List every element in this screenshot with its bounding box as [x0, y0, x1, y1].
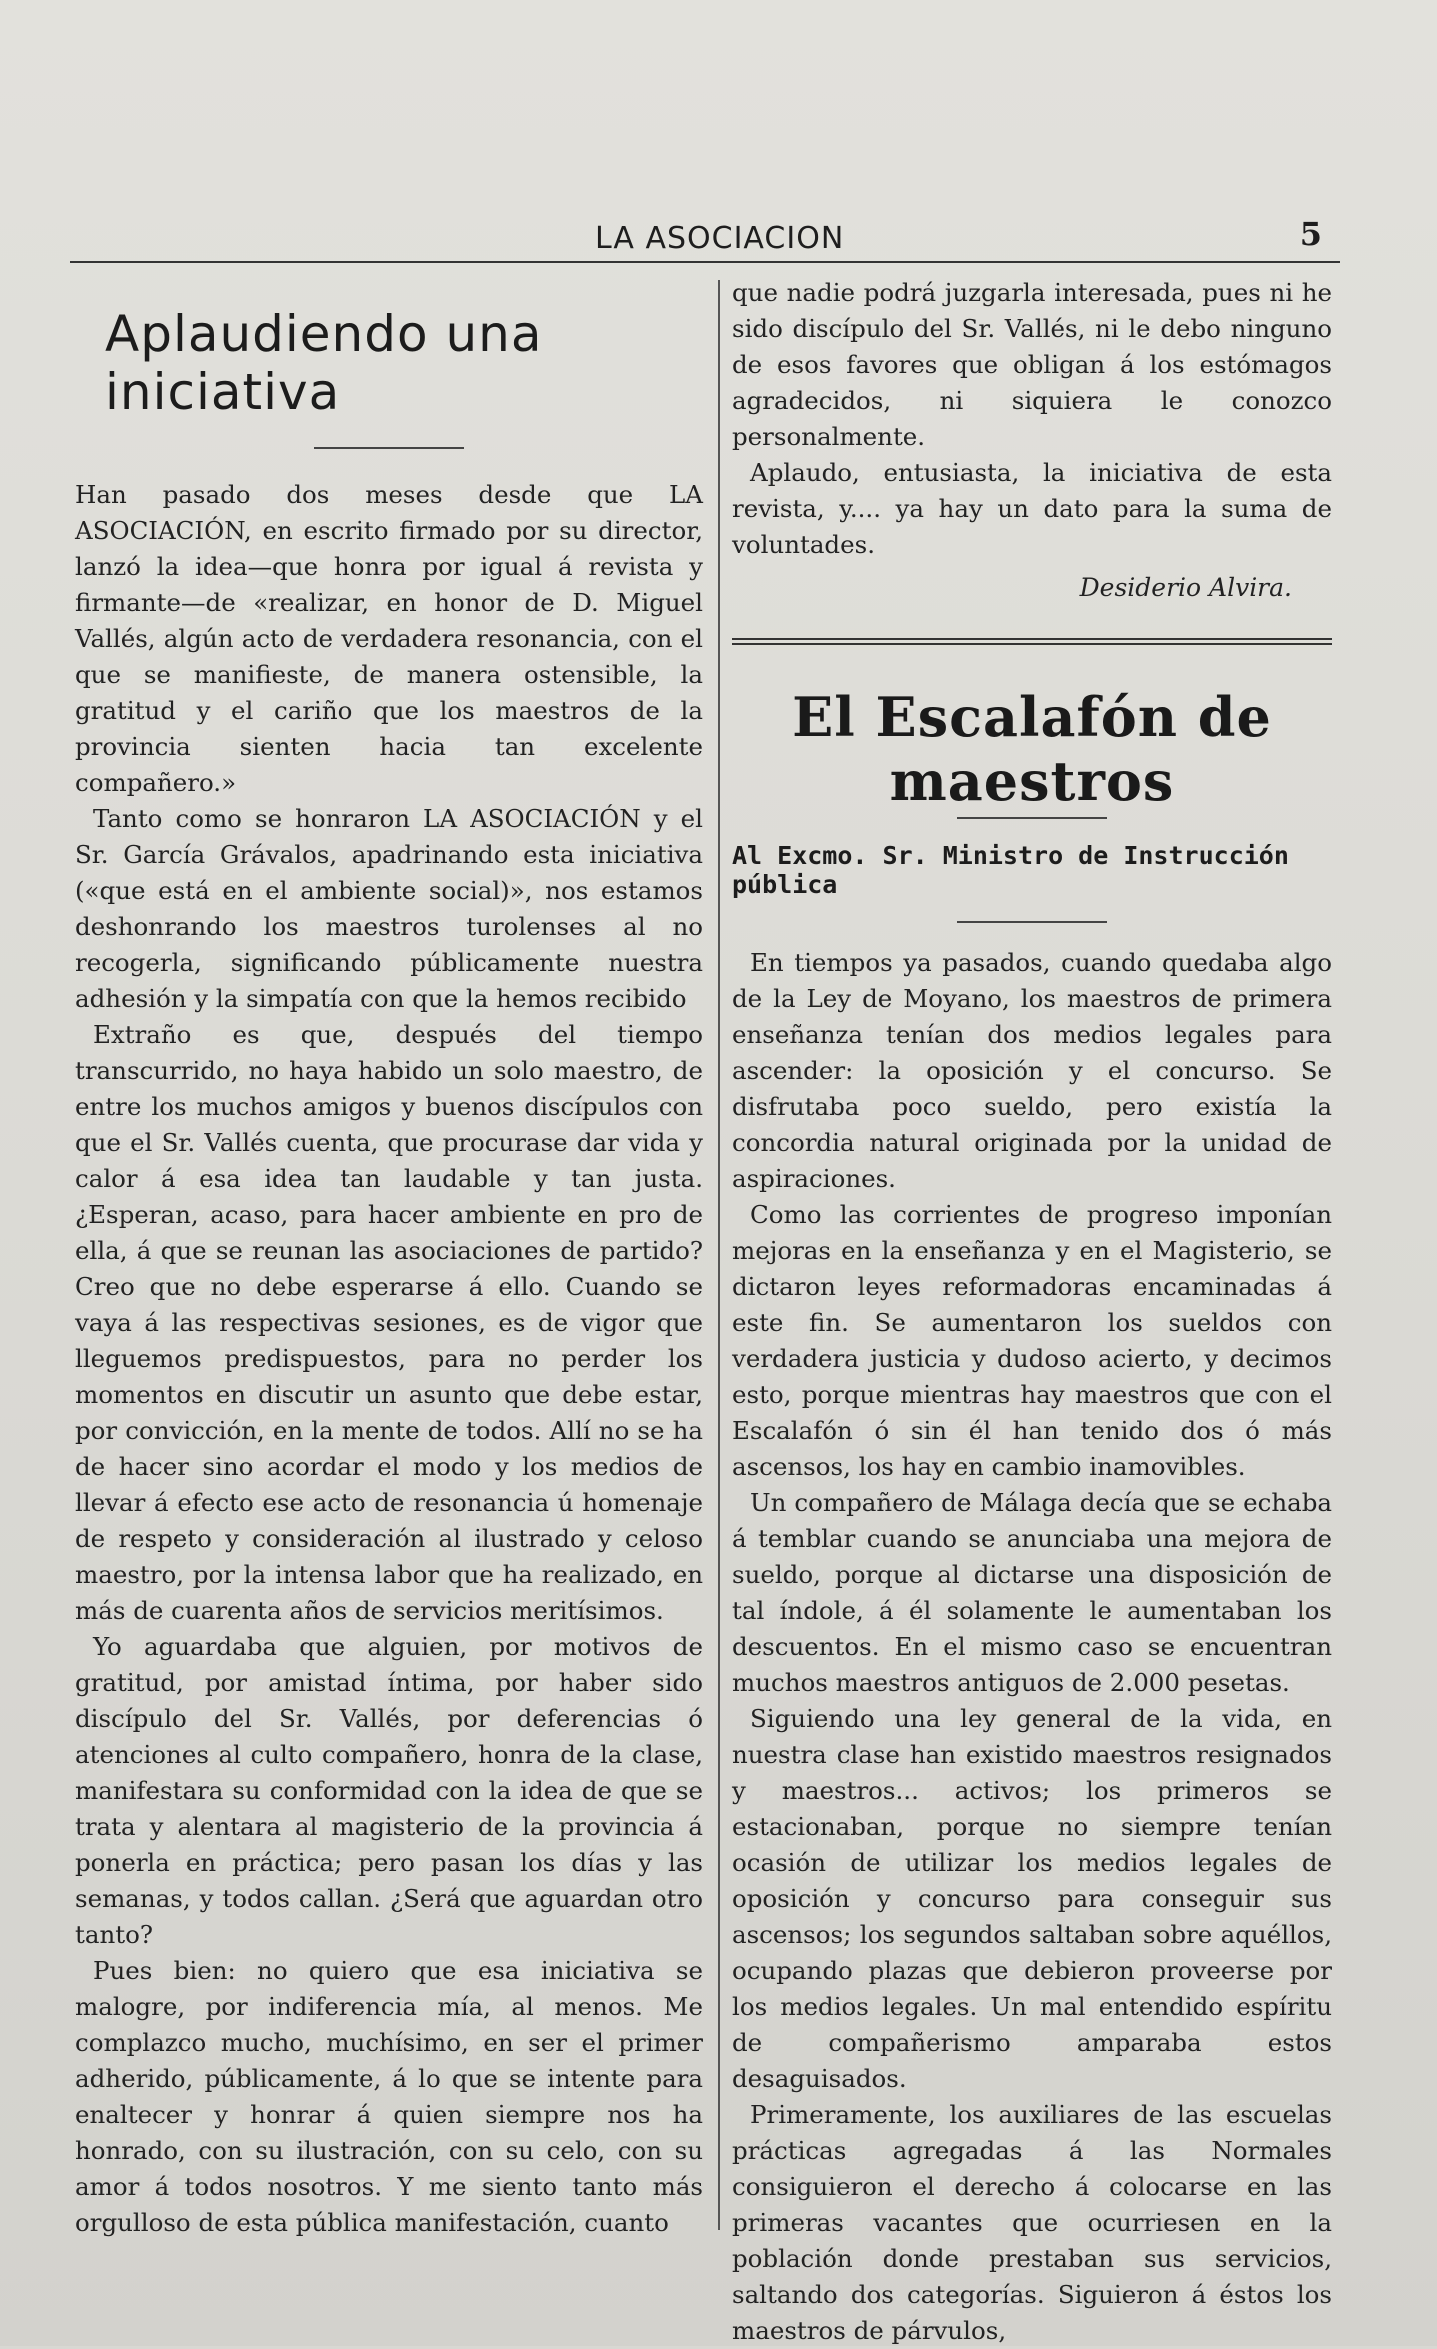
title-rule: [314, 447, 464, 449]
article-subtitle: Al Excmo. Sr. Ministro de Instrucción pública: [732, 841, 1289, 899]
article-paragraph: En tiempos ya pasados, cuando quedaba algo de la Ley de Moyano, los maestros de primera enseñanza tenían dos medios legales para ascender: la oposición y el concurso. Se disfrutaba poco sueldo, pero existía la concordia natural originada por la unidad de aspiraciones.: [732, 948, 1332, 1193]
column-divider: [718, 280, 720, 2230]
article-paragraph: Yo aguardaba que alguien, por motivos de gratitud, por amistad íntima, por haber sido discípulo del Sr. Vallés, por deferencias ó atenciones al culto compañero, honra de la clase, manifestara su conformidad con la idea de que se trata y alentara al magisterio de la provincia á ponerla en práctica; pero pasan los días y las semanas, y todos callan. ¿Será que aguardan otro tanto?: [75, 1632, 703, 1949]
section-divider: [732, 638, 1332, 645]
article-title: El Escalafón de maestros: [792, 685, 1272, 813]
article-paragraph: Siguiendo una ley general de la vida, en nuestra clase han existido maestros resignados y maestros... activos; los primeros se estacionaban, porque no siempre tenían ocasión de utilizar los medios legales de oposición y concurso para conseguir sus ascensos; los segundos saltaban sobre aquéllos, ocupando plazas que debieron proveerse por los medios legales. Un mal entendido espíritu de compañerismo amparaba estos desaguisados.: [732, 1704, 1332, 2093]
page-number: 5: [1299, 215, 1322, 253]
subtitle-rule: [957, 921, 1107, 923]
article-closing: Aplaudo, entusiasta, la iniciativa de esta revista, y.... ya hay un dato para la suma de voluntades.: [732, 458, 1332, 559]
publication-title: LA ASOCIACION: [595, 221, 845, 256]
right-column: [732, 275, 1332, 2349]
left-column: [75, 275, 703, 2241]
article-paragraph: Como las corrientes de progreso imponían mejoras en la enseñanza y en el Magisterio, se dictaron leyes reformadoras encaminadas á este fin. Se aumentaron los sueldos con verdadera justicia y dudoso acierto, y decimos esto, porque mientras hay maestros que con el Escalafón ó sin él han tenido dos ó más ascensos, los hay en cambio inamovibles.: [732, 1200, 1332, 1481]
title-rule: [957, 817, 1107, 819]
author-signature: Desiderio Alvira.: [1079, 573, 1292, 602]
article-paragraph: Primeramente, los auxiliares de las escuelas prácticas agregadas á las Normales consiguieron el derecho á colocarse en las primeras vacantes que ocurriesen en la población donde prestaban sus servicios, saltando dos categorías. Siguieron á éstos los maestros de párvulos,: [732, 2100, 1332, 2345]
page-header: [70, 215, 1340, 263]
article-continuation: que nadie podrá juzgarla interesada, pues ni he sido discípulo del Sr. Vallés, ni le debo ninguno de esos favores que obligan á los estómagos agradecidos, ni siquiera le conozco personalmente.: [732, 278, 1332, 451]
article-paragraph: Han pasado dos meses desde que LA ASOCIACIÓN, en escrito firmado por su director, lanzó la idea—que honra por igual á revista y firmante—de «realizar, en honor de D. Miguel Vallés, algún acto de verdadera resonancia, con el que se manifieste, de manera ostensible, la gratitud y el cariño que los maestros de la provincia sienten hacia tan excelente compañero.»: [75, 480, 703, 797]
article-paragraph: Pues bien: no quiero que esa iniciativa se malogre, por indiferencia mía, al menos. Me complazco mucho, muchísimo, en ser el primer adherido, públicamente, á lo que se intente para enaltecer y honrar á quien siempre nos ha honrado, con su ilustración, con su celo, con su amor á todos nosotros. Y me siento tanto más orgulloso de esta pública manifestación, cuanto: [75, 1956, 703, 2237]
article-paragraph: Tanto como se honraron LA ASOCIACIÓN y el Sr. García Grávalos, apadrinando esta iniciativa («que está en el ambiente social)», nos estamos deshonrando los maestros turolenses al no recogerla, significando públicamente nuestra adhesión y la simpatía con que la hemos recibido: [75, 804, 703, 1013]
article-title: Aplaudiendo una iniciativa: [105, 305, 543, 421]
article-paragraph: Un compañero de Málaga decía que se echaba á temblar cuando se anunciaba una mejora de sueldo, porque al dictarse una disposición de tal índole, á él solamente le aumentaban los descuentos. En el mismo caso se encuentran muchos maestros antiguos de 2.000 pesetas.: [732, 1488, 1332, 1697]
article-paragraph: Extraño es que, después del tiempo transcurrido, no haya habido un solo maestro, de entre los muchos amigos y buenos discípulos con que el Sr. Vallés cuenta, que procurase dar vida y calor á esa idea tan laudable y tan justa. ¿Esperan, acaso, para hacer ambiente en pro de ella, á que se reunan las asociaciones de partido? Creo que no debe esperarse á ello. Cuando se vaya á las respectivas sesiones, es de vigor que lleguemos predispuestos, para no perder los momentos en discutir un asunto que debe estar, por convicción, en la mente de todos. Allí no se ha de hacer sino acordar el modo y los medios de llevar á efecto ese acto de resonancia ú homenaje de respeto y consideración al ilustrado y celoso maestro, por la intensa labor que ha realizado, en más de cuarenta años de servicios meritísimos.: [75, 1020, 703, 1625]
